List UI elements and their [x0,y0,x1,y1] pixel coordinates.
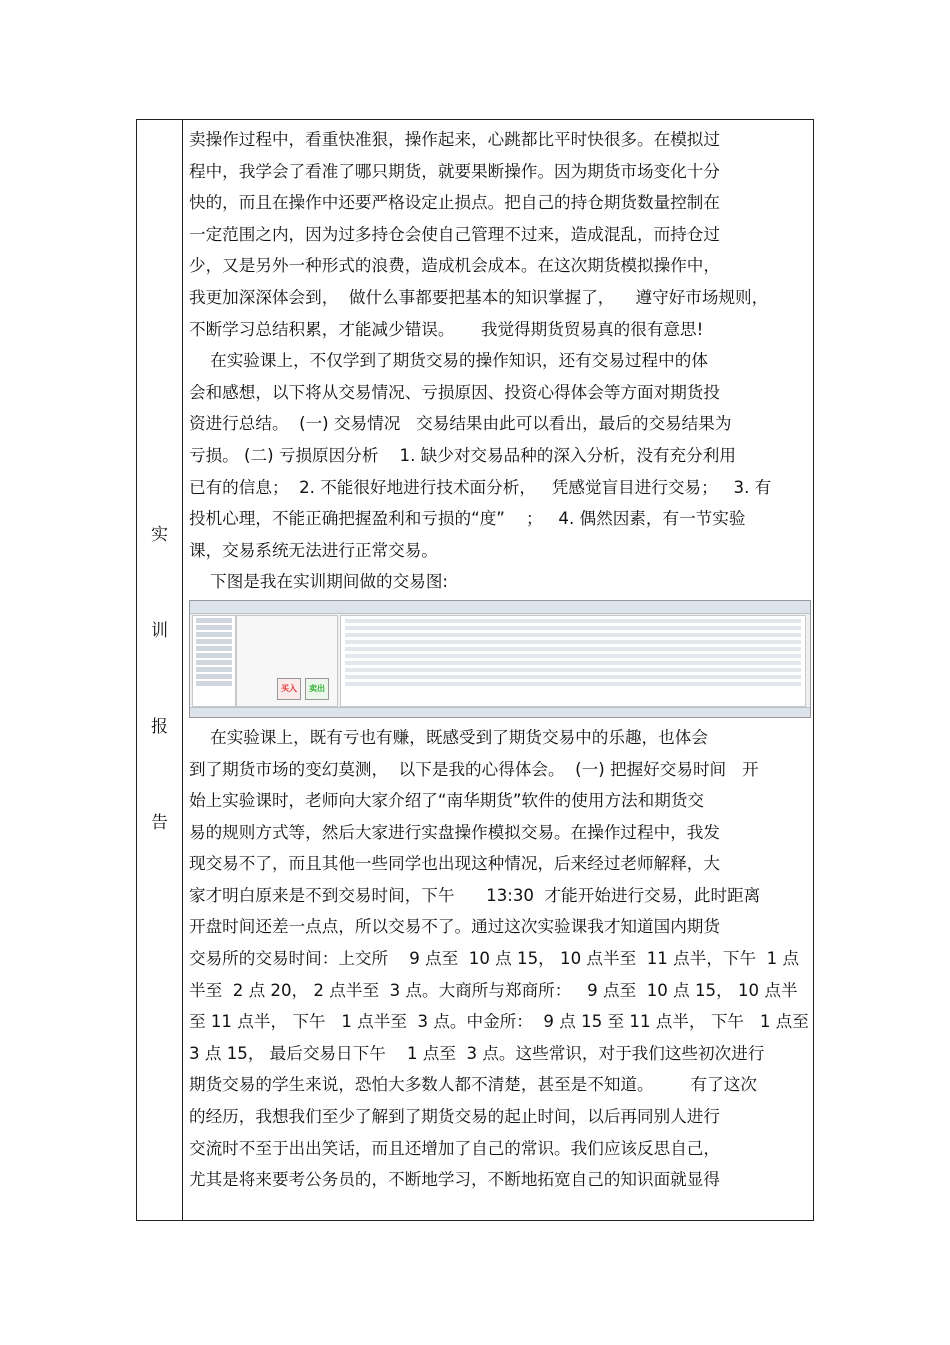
text-line: 课，交易系统无法进行正常交易。 [189,540,438,560]
text-line: 至 11 点半， 下午 1 点半至 3 点。中金所： 9 点 15 至 11 点半， 下午 1 点至 [189,1012,809,1032]
text-line: 资进行总结。 (一) 交易情况 交易结果由此可以看出，最后的交易结果为 [189,414,732,434]
text-line: 快的，而且在操作中还要严格设定止损点。把自己的持仓期货数量控制在 [189,193,720,213]
text-line: 少，又是另外一种形式的浪费，造成机会成本。在这次期货模拟操作中， [189,256,720,276]
text-line: 一定范围之内，因为过多持仓会使自己管理不过来，造成混乱，而持仓过 [189,224,720,244]
trading-screenshot [189,600,811,718]
text-line: 投机心理，不能正确把握盈利和亏损的“度” ； 4. 偶然因素，有一节实验 [189,509,746,529]
text-line: 在实验课上，不仅学到了期货交易的操作知识，还有交易过程中的体 [189,351,708,371]
text-line: 易的规则方式等，然后大家进行实盘操作模拟交易。在操作过程中，我发 [189,822,720,842]
text-line: 我更加深深体会到， 做什么事都要把基本的知识掌握了， 遵守好市场规则， [189,287,769,307]
label-char-gao: 告 [151,813,168,833]
label-char-bao: 报 [151,717,168,737]
text-line: 下图是我在实训期间做的交易图: [189,572,449,592]
paragraph-top [189,124,811,598]
text-line: 会和感想，以下将从交易情况、亏损原因、投资心得体会等方面对期货投 [189,382,720,402]
label-char-xun: 训 [151,621,168,641]
text-line: 半至 2 点 20， 2 点半至 3 点。大商所与郑商所： 9 点至 10 点 15， 10 点半 [189,980,798,1000]
text-line: 始上实验课时，老师向大家介绍了“南华期货”软件的使用方法和期货交 [189,791,705,811]
text-line: 到了期货市场的变幻莫测， 以下是我的心得体会。 (一) 把握好交易时间 开 [189,759,759,779]
screenshot-positions-panel [340,615,806,707]
column-divider [182,120,183,1220]
text-line: 家才明白原来是不到交易时间，下午 13:30 才能开始进行交易，此时距离 [189,885,761,905]
text-line: 卖操作过程中，看重快准狠，操作起来，心跳都比平时快很多。在模拟过 [189,130,720,149]
text-line: 交易所的交易时间：上交所 9 点至 10 点 15， 10 点半至 11 点半，下午 1 点 [189,949,800,969]
screenshot-statusbar [190,707,810,717]
report-table [136,119,814,1221]
text-line: 3 点 15， 最后交易日下午 1 点至 3 点。这些常识，对于我们这些初次进行 [189,1043,765,1063]
text-line: 已有的信息； 2. 不能很好地进行技术面分析， 凭感觉盲目进行交易； 3. 有 [189,477,772,497]
text-line: 开盘时间还差一点点，所以交易不了。通过这次实验课我才知道国内期货 [189,917,720,937]
text-line: 尤其是将来要考公务员的，不断地学习，不断地拓宽自己的知识面就显得 [189,1170,720,1190]
text-line: 现交易不了，而且其他一些同学也出现这种情况，后来经过老师解释，大 [189,854,720,874]
paragraph-bottom [189,722,811,1196]
screenshot-buy-button: 买入 [277,678,301,700]
screenshot-tree-panel [192,615,236,707]
text-line: 期货交易的学生来说，恐怕大多数人都不清楚，甚至是不知道。 有了这次 [189,1075,757,1095]
text-line: 程中，我学会了看准了哪只期货，就要果断操作。因为期货市场变化十分 [189,161,720,181]
screenshot-sell-button: 卖出 [305,678,329,700]
screenshot-order-panel [236,615,338,707]
label-char-shi: 实 [151,525,168,545]
text-line: 亏损。 (二) 亏损原因分析 1. 缺少对交易品种的深入分析，没有充分利用 [189,445,736,465]
text-line: 在实验课上，既有亏也有赚，既感受到了期货交易中的乐趣，也体会 [189,727,708,747]
text-line: 的经历，我想我们至少了解到了期货交易的起止时间，以后再同别人进行 [189,1107,720,1127]
screenshot-titlebar [190,601,810,614]
text-line: 交流时不至于出出笑话，而且还增加了自己的常识。我们应该反思自己， [189,1138,720,1158]
text-line: 不断学习总结积累，才能减少错误。 我觉得期货贸易真的很有意思! [189,319,704,339]
report-content [189,124,811,1196]
